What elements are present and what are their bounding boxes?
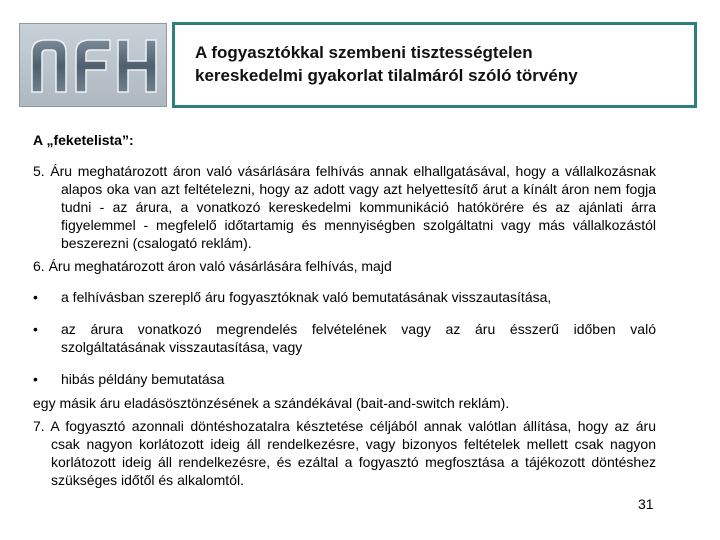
bullet-item (33, 320, 656, 356)
bullet-text: az árura vonatkozó megrendelés felvételének vagy az áru ésszerű időben való szolgáltatásának visszautasítása, vagy (61, 321, 656, 355)
title-line-1: A fogyasztókkal szembeni tisztességtelen (195, 43, 533, 62)
item-6-conclusion: egy másik áru eladásösztönzésének a szándékával (bait-and-switch reklám). (33, 395, 510, 411)
slide-title-box (172, 22, 697, 108)
slide-body (33, 162, 656, 494)
item-7: 7. A fogyasztó azonnali döntéshozatalra késztetése céljából annak valótlan állítása, hogy az áru csak nagyon korlátozott ideig áll rendelkezésre, vagy bizonyos feltételek mellett csak nagyon korlátozott ideig áll rendelkezésre, és ezáltal a fogyasztó megfosztása a tájékozott döntéshez szükséges időtől és alkalomtól. (33, 418, 656, 488)
nfh-logo (19, 23, 167, 107)
bullet-text: a felhívásban szereplő áru fogyasztóknak való bemutatásának visszautasítása, (61, 289, 552, 305)
nfh-logo-mark (20, 24, 168, 108)
item-5: 5. Áru meghatározott áron való vásárlására felhívás annak elhallgatásával, hogy a vállalkozásnak alapos oka van azt feltételezni, hogy az adott vagy azt helyettesítő árut a kínált áron nem fogja tudni - az árura, a vonatkozó kereskedelmi kommunikáció hatókörére és az ajánlati árra figyelemmel - megfelelő időtartamig és mennyiségben szolgáltatni vagy más vállalkozástól beszerezni (csalogató reklám). (33, 163, 656, 251)
section-heading: A „feketelista”: (33, 132, 134, 148)
title-line-2: kereskedelmi gyakorlat tilalmáról szóló törvény (195, 66, 578, 85)
page-number: 31 (638, 496, 654, 512)
bullet-item (33, 288, 656, 306)
bullet-symbol: • (33, 371, 38, 387)
bullet-symbol: • (33, 289, 38, 305)
bullet-item (33, 370, 656, 388)
bullet-symbol: • (33, 321, 38, 337)
item-6: 6. Áru meghatározott áron való vásárlására felhívás, majd (33, 258, 392, 274)
bullet-text: hibás példány bemutatása (61, 371, 225, 387)
